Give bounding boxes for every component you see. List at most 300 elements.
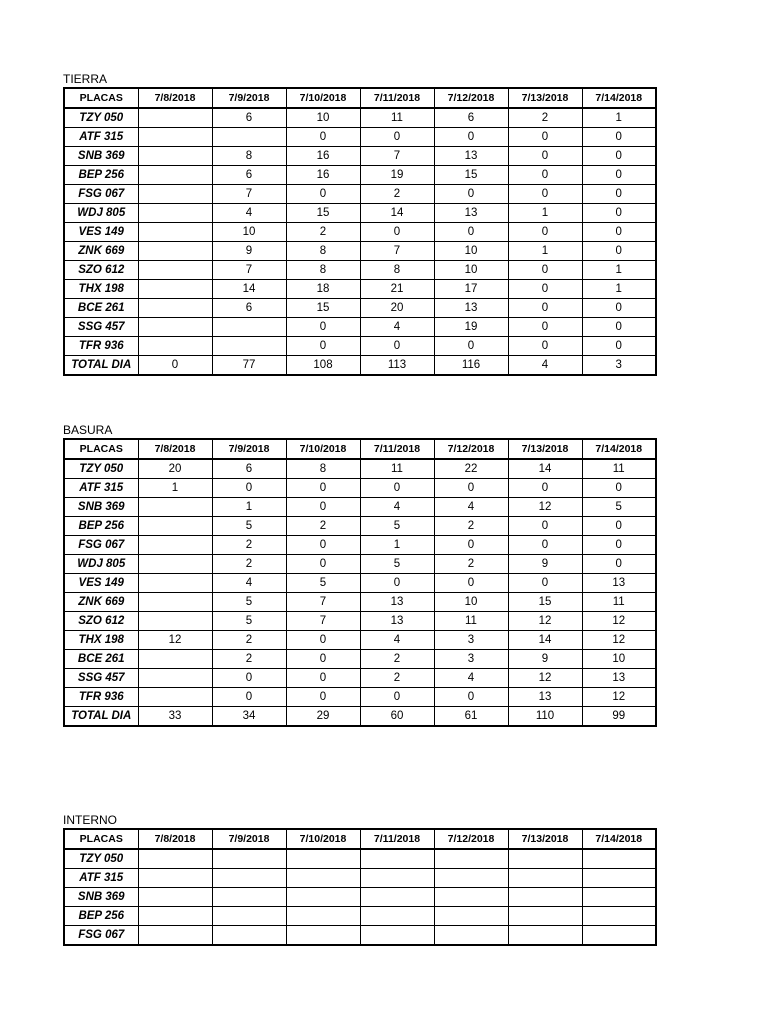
value-cell	[212, 907, 286, 926]
value-cell	[138, 926, 212, 946]
value-cell	[286, 926, 360, 946]
column-header-date: 7/10/2018	[286, 829, 360, 849]
value-cell: 16	[286, 166, 360, 185]
value-cell: 12	[508, 669, 582, 688]
header-row	[64, 439, 656, 459]
value-cell: 3	[434, 631, 508, 650]
value-cell: 9	[508, 650, 582, 669]
value-cell	[360, 907, 434, 926]
value-cell	[138, 555, 212, 574]
value-cell: 0	[286, 669, 360, 688]
plate-cell: FSG 067	[64, 185, 138, 204]
value-cell: 13	[434, 147, 508, 166]
value-cell	[138, 669, 212, 688]
plate-cell: VES 149	[64, 223, 138, 242]
value-cell: 8	[360, 261, 434, 280]
value-cell: 1	[582, 261, 656, 280]
value-cell: 110	[508, 707, 582, 727]
value-cell: 0	[286, 318, 360, 337]
value-cell: 18	[286, 280, 360, 299]
value-cell: 0	[286, 498, 360, 517]
value-cell: 0	[360, 223, 434, 242]
value-cell: 20	[360, 299, 434, 318]
value-cell	[138, 650, 212, 669]
section-basura	[63, 423, 657, 727]
table-row	[64, 147, 656, 166]
value-cell: 0	[286, 337, 360, 356]
value-cell	[138, 261, 212, 280]
value-cell: 0	[434, 574, 508, 593]
value-cell: 12	[508, 498, 582, 517]
value-cell	[434, 926, 508, 946]
value-cell	[138, 593, 212, 612]
table-row	[64, 555, 656, 574]
value-cell	[138, 185, 212, 204]
value-cell: 0	[582, 536, 656, 555]
value-cell	[138, 337, 212, 356]
value-cell: 11	[360, 459, 434, 479]
table-row	[64, 574, 656, 593]
value-cell: 1	[138, 479, 212, 498]
value-cell: 2	[212, 555, 286, 574]
plate-cell: BEP 256	[64, 166, 138, 185]
value-cell: 4	[434, 498, 508, 517]
plate-cell: TZY 050	[64, 849, 138, 869]
plate-cell: TOTAL DIA	[64, 707, 138, 727]
value-cell	[508, 888, 582, 907]
data-table	[63, 87, 657, 376]
value-cell	[508, 926, 582, 946]
plate-cell: BEP 256	[64, 517, 138, 536]
value-cell	[434, 907, 508, 926]
value-cell	[582, 888, 656, 907]
plate-cell: ZNK 669	[64, 242, 138, 261]
table-row	[64, 669, 656, 688]
table-row	[64, 612, 656, 631]
value-cell: 10	[286, 108, 360, 128]
value-cell: 8	[286, 459, 360, 479]
value-cell: 2	[286, 223, 360, 242]
value-cell: 4	[212, 574, 286, 593]
plate-cell: ATF 315	[64, 479, 138, 498]
value-cell	[582, 926, 656, 946]
value-cell: 99	[582, 707, 656, 727]
section-title: TIERRA	[63, 72, 108, 86]
table-row	[64, 650, 656, 669]
value-cell: 8	[286, 261, 360, 280]
value-cell	[582, 869, 656, 888]
value-cell: 2	[360, 185, 434, 204]
value-cell: 6	[212, 299, 286, 318]
value-cell: 11	[582, 459, 656, 479]
value-cell	[434, 888, 508, 907]
value-cell: 2	[434, 517, 508, 536]
table-row	[64, 223, 656, 242]
plate-cell: FSG 067	[64, 536, 138, 555]
value-cell: 2	[286, 517, 360, 536]
plate-cell: WDJ 805	[64, 555, 138, 574]
value-cell	[138, 888, 212, 907]
table-row	[64, 166, 656, 185]
value-cell: 0	[508, 147, 582, 166]
value-cell: 2	[360, 650, 434, 669]
value-cell: 0	[434, 337, 508, 356]
value-cell: 3	[582, 356, 656, 376]
value-cell	[286, 869, 360, 888]
value-cell: 2	[212, 631, 286, 650]
value-cell: 0	[582, 299, 656, 318]
column-header-date: 7/13/2018	[508, 829, 582, 849]
value-cell	[212, 926, 286, 946]
value-cell: 7	[212, 185, 286, 204]
value-cell	[360, 849, 434, 869]
value-cell	[360, 926, 434, 946]
plate-cell: BEP 256	[64, 907, 138, 926]
column-header-date: 7/8/2018	[138, 439, 212, 459]
value-cell: 0	[582, 128, 656, 147]
value-cell: 113	[360, 356, 434, 376]
value-cell: 5	[286, 574, 360, 593]
value-cell: 0	[582, 185, 656, 204]
header-row	[64, 88, 656, 108]
value-cell: 1	[508, 242, 582, 261]
plate-cell: SNB 369	[64, 888, 138, 907]
value-cell: 12	[508, 612, 582, 631]
value-cell: 0	[508, 299, 582, 318]
column-header-date: 7/10/2018	[286, 88, 360, 108]
value-cell: 0	[582, 318, 656, 337]
value-cell: 2	[434, 555, 508, 574]
value-cell: 0	[286, 536, 360, 555]
value-cell	[434, 869, 508, 888]
value-cell: 19	[360, 166, 434, 185]
value-cell: 0	[286, 185, 360, 204]
value-cell: 5	[582, 498, 656, 517]
value-cell: 20	[138, 459, 212, 479]
table-row	[64, 280, 656, 299]
value-cell: 0	[582, 242, 656, 261]
value-cell: 0	[508, 280, 582, 299]
plate-cell: WDJ 805	[64, 204, 138, 223]
value-cell: 12	[138, 631, 212, 650]
column-header-date: 7/11/2018	[360, 829, 434, 849]
table-row	[64, 517, 656, 536]
value-cell: 0	[508, 517, 582, 536]
value-cell	[508, 849, 582, 869]
value-cell: 29	[286, 707, 360, 727]
value-cell: 7	[212, 261, 286, 280]
table-row	[64, 593, 656, 612]
plate-cell: ATF 315	[64, 128, 138, 147]
plate-cell: TZY 050	[64, 108, 138, 128]
value-cell	[286, 888, 360, 907]
plate-cell: SNB 369	[64, 147, 138, 166]
column-header-date: 7/8/2018	[138, 829, 212, 849]
plate-cell: SZO 612	[64, 612, 138, 631]
value-cell: 0	[582, 147, 656, 166]
value-cell: 0	[360, 337, 434, 356]
table-row	[64, 849, 656, 869]
value-cell: 0	[508, 261, 582, 280]
value-cell: 5	[212, 517, 286, 536]
value-cell: 0	[138, 356, 212, 376]
value-cell	[138, 869, 212, 888]
value-cell: 19	[434, 318, 508, 337]
plate-cell: ATF 315	[64, 869, 138, 888]
value-cell: 0	[212, 688, 286, 707]
value-cell: 11	[434, 612, 508, 631]
value-cell: 10	[582, 650, 656, 669]
value-cell: 0	[508, 318, 582, 337]
total-row	[64, 707, 656, 727]
value-cell: 0	[508, 128, 582, 147]
table-row	[64, 299, 656, 318]
value-cell: 0	[286, 128, 360, 147]
section-interno	[63, 813, 657, 946]
value-cell	[582, 907, 656, 926]
value-cell: 0	[212, 669, 286, 688]
value-cell: 61	[434, 707, 508, 727]
data-table	[63, 438, 657, 727]
plate-cell: VES 149	[64, 574, 138, 593]
column-header-date: 7/10/2018	[286, 439, 360, 459]
value-cell: 1	[582, 108, 656, 128]
value-cell: 0	[212, 479, 286, 498]
table-row	[64, 926, 656, 946]
column-header-date: 7/8/2018	[138, 88, 212, 108]
value-cell: 6	[212, 166, 286, 185]
total-row	[64, 356, 656, 376]
value-cell: 5	[212, 612, 286, 631]
table-row	[64, 318, 656, 337]
value-cell: 10	[434, 593, 508, 612]
table-row	[64, 337, 656, 356]
value-cell	[212, 869, 286, 888]
value-cell: 8	[286, 242, 360, 261]
value-cell: 14	[360, 204, 434, 223]
plate-cell: ZNK 669	[64, 593, 138, 612]
value-cell	[286, 907, 360, 926]
value-cell: 0	[508, 574, 582, 593]
value-cell	[212, 849, 286, 869]
value-cell: 0	[508, 166, 582, 185]
value-cell: 0	[582, 166, 656, 185]
table-row	[64, 128, 656, 147]
value-cell: 7	[360, 147, 434, 166]
data-table	[63, 828, 657, 946]
value-cell	[360, 869, 434, 888]
value-cell: 0	[286, 555, 360, 574]
column-header-date: 7/9/2018	[212, 88, 286, 108]
value-cell	[138, 280, 212, 299]
value-cell	[138, 128, 212, 147]
value-cell: 9	[212, 242, 286, 261]
value-cell	[138, 242, 212, 261]
value-cell: 21	[360, 280, 434, 299]
value-cell	[434, 849, 508, 869]
value-cell: 0	[286, 650, 360, 669]
column-header-date: 7/14/2018	[582, 829, 656, 849]
value-cell: 0	[434, 128, 508, 147]
section-title: BASURA	[63, 423, 113, 437]
value-cell: 9	[508, 555, 582, 574]
value-cell: 0	[582, 337, 656, 356]
value-cell: 0	[582, 204, 656, 223]
column-header-date: 7/9/2018	[212, 439, 286, 459]
value-cell	[138, 498, 212, 517]
value-cell	[286, 849, 360, 869]
value-cell: 14	[508, 631, 582, 650]
value-cell: 4	[360, 318, 434, 337]
value-cell: 0	[434, 223, 508, 242]
value-cell	[138, 536, 212, 555]
plate-cell: SSG 457	[64, 669, 138, 688]
column-header-date: 7/11/2018	[360, 88, 434, 108]
value-cell	[138, 574, 212, 593]
value-cell: 0	[582, 479, 656, 498]
value-cell	[360, 888, 434, 907]
value-cell: 5	[360, 517, 434, 536]
value-cell: 17	[434, 280, 508, 299]
value-cell: 22	[434, 459, 508, 479]
value-cell: 14	[508, 459, 582, 479]
value-cell	[138, 108, 212, 128]
value-cell: 1	[360, 536, 434, 555]
value-cell: 33	[138, 707, 212, 727]
value-cell: 4	[508, 356, 582, 376]
value-cell: 6	[212, 108, 286, 128]
value-cell: 16	[286, 147, 360, 166]
value-cell: 14	[212, 280, 286, 299]
plate-cell: SNB 369	[64, 498, 138, 517]
value-cell	[138, 204, 212, 223]
plate-cell: BCE 261	[64, 650, 138, 669]
value-cell: 15	[508, 593, 582, 612]
value-cell	[582, 849, 656, 869]
value-cell: 0	[360, 688, 434, 707]
plate-cell: TOTAL DIA	[64, 356, 138, 376]
table-row	[64, 459, 656, 479]
value-cell: 0	[582, 517, 656, 536]
value-cell	[138, 849, 212, 869]
value-cell	[212, 337, 286, 356]
value-cell: 13	[434, 204, 508, 223]
column-header-date: 7/12/2018	[434, 88, 508, 108]
value-cell: 13	[360, 612, 434, 631]
table-row	[64, 479, 656, 498]
value-cell: 7	[286, 593, 360, 612]
value-cell: 1	[582, 280, 656, 299]
column-header-date: 7/9/2018	[212, 829, 286, 849]
value-cell: 0	[286, 631, 360, 650]
value-cell: 77	[212, 356, 286, 376]
value-cell: 10	[434, 242, 508, 261]
table-row	[64, 631, 656, 650]
value-cell: 7	[360, 242, 434, 261]
value-cell: 12	[582, 612, 656, 631]
value-cell: 3	[434, 650, 508, 669]
plate-cell: FSG 067	[64, 926, 138, 946]
column-header-date: 7/12/2018	[434, 439, 508, 459]
header-row	[64, 829, 656, 849]
value-cell: 2	[212, 650, 286, 669]
value-cell: 10	[434, 261, 508, 280]
value-cell: 60	[360, 707, 434, 727]
table-row	[64, 907, 656, 926]
value-cell: 13	[508, 688, 582, 707]
value-cell: 0	[582, 555, 656, 574]
value-cell: 1	[508, 204, 582, 223]
value-cell: 4	[434, 669, 508, 688]
value-cell: 0	[582, 223, 656, 242]
table-row	[64, 204, 656, 223]
column-header-date: 7/13/2018	[508, 439, 582, 459]
value-cell: 13	[434, 299, 508, 318]
table-row	[64, 869, 656, 888]
column-header-date: 7/13/2018	[508, 88, 582, 108]
section-tierra	[63, 72, 657, 376]
table-row	[64, 108, 656, 128]
value-cell	[138, 223, 212, 242]
plate-cell: TZY 050	[64, 459, 138, 479]
column-header-placas: PLACAS	[64, 829, 138, 849]
value-cell	[508, 907, 582, 926]
value-cell	[138, 147, 212, 166]
value-cell: 116	[434, 356, 508, 376]
value-cell: 0	[434, 688, 508, 707]
value-cell: 0	[360, 128, 434, 147]
value-cell: 11	[582, 593, 656, 612]
value-cell: 1	[212, 498, 286, 517]
value-cell: 2	[212, 536, 286, 555]
value-cell: 108	[286, 356, 360, 376]
column-header-placas: PLACAS	[64, 88, 138, 108]
value-cell: 0	[286, 479, 360, 498]
table-row	[64, 261, 656, 280]
value-cell: 2	[508, 108, 582, 128]
value-cell: 10	[212, 223, 286, 242]
value-cell: 11	[360, 108, 434, 128]
table-row	[64, 185, 656, 204]
column-header-date: 7/12/2018	[434, 829, 508, 849]
value-cell: 0	[434, 185, 508, 204]
value-cell: 6	[434, 108, 508, 128]
value-cell: 15	[286, 299, 360, 318]
plate-cell: SSG 457	[64, 318, 138, 337]
value-cell: 0	[508, 479, 582, 498]
value-cell: 4	[360, 631, 434, 650]
value-cell: 0	[360, 479, 434, 498]
value-cell: 0	[508, 223, 582, 242]
value-cell	[508, 869, 582, 888]
column-header-placas: PLACAS	[64, 439, 138, 459]
table-row	[64, 242, 656, 261]
plate-cell: TFR 936	[64, 337, 138, 356]
value-cell	[138, 612, 212, 631]
table-row	[64, 688, 656, 707]
column-header-date: 7/14/2018	[582, 439, 656, 459]
column-header-date: 7/14/2018	[582, 88, 656, 108]
value-cell	[138, 517, 212, 536]
plate-cell: TFR 936	[64, 688, 138, 707]
value-cell: 13	[582, 574, 656, 593]
value-cell: 0	[508, 337, 582, 356]
value-cell: 0	[360, 574, 434, 593]
value-cell: 2	[360, 669, 434, 688]
value-cell: 7	[286, 612, 360, 631]
table-row	[64, 888, 656, 907]
value-cell: 5	[360, 555, 434, 574]
